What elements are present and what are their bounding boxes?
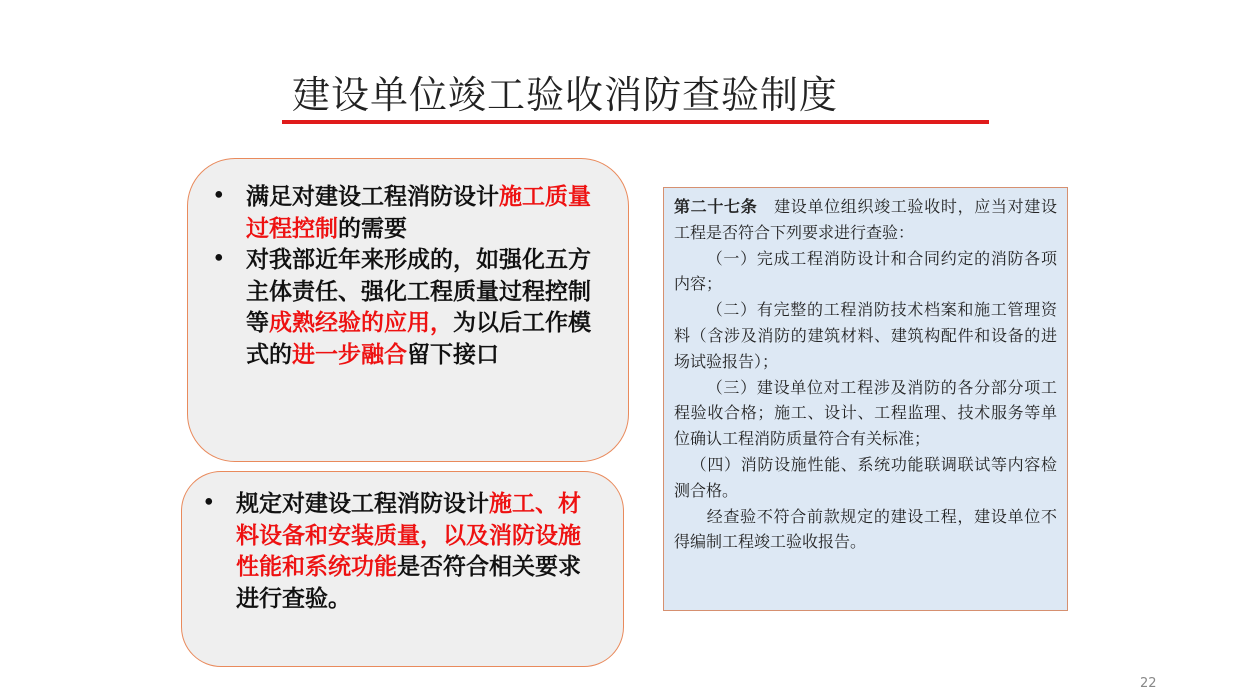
bullet-text: 为以后工作模式的	[246, 309, 591, 368]
bullet-highlight: 施工、材料设备和安装质量，以及消防设施性能和系统功能	[236, 490, 581, 580]
article-intro	[674, 194, 1057, 246]
page-number: 22	[1140, 676, 1157, 691]
bullet-text: 留下接口	[407, 340, 499, 368]
rationale-bubble-2	[181, 471, 624, 667]
article-closing	[674, 504, 1057, 556]
article-item-text: （一）完成工程消防设计和合同约定的消防各项内容；	[674, 248, 1057, 294]
article-item-2	[674, 297, 1057, 374]
article-item-text: （四）消防设施性能、系统功能联调联试等内容检测合格。	[674, 454, 1057, 500]
bullet-list-1	[210, 181, 602, 370]
bullet-highlight: 施工质量过程控制	[246, 183, 591, 242]
bullet-item-1	[210, 181, 602, 244]
bullet-text: 的需要	[338, 214, 407, 242]
bullet-item-3	[200, 488, 602, 614]
article-item-text: （三）建设单位对工程涉及消防的各分部分项工程验收合格；施工、设计、工程监理、技术服务等单位确认工程消防质量符合有关标准；	[674, 377, 1057, 449]
article-closing-text: 经查验不符合前款规定的建设工程，建设单位不得编制工程竣工验收报告。	[674, 506, 1057, 552]
article-item-1	[674, 246, 1057, 298]
article-27-box	[663, 187, 1068, 611]
bullet-text: 是否符合相关要求进行查验。	[236, 553, 581, 612]
bullet-text: 规定对建设工程消防设计	[236, 490, 489, 517]
bullet-highlight: 进一步融合	[292, 340, 407, 368]
article-item-4	[674, 452, 1057, 504]
bullet-list-2	[200, 488, 602, 614]
bullet-item-2	[210, 244, 602, 370]
article-intro-text: 建设单位组织竣工验收时，应当对建设工程是否符合下列要求进行查验：	[674, 197, 1057, 242]
rationale-bubble-1	[187, 158, 629, 462]
article-item-3	[674, 375, 1057, 452]
title-underline	[282, 120, 989, 124]
page-title: 建设单位竣工验收消防查验制度	[292, 73, 839, 117]
article-item-text: （二）有完整的工程消防技术档案和施工管理资料（含涉及消防的建筑材料、建筑构配件和设备的进场试验报告）；	[674, 300, 1057, 371]
article-heading: 第二十七条	[674, 197, 758, 216]
bullet-highlight: 成熟经验的应用，	[269, 309, 453, 336]
bullet-text: 对我部近年来形成的，如强化五方主体责任、强化工程质量过程控制等	[246, 246, 591, 336]
bullet-text: 满足对建设工程消防设计	[246, 183, 499, 210]
